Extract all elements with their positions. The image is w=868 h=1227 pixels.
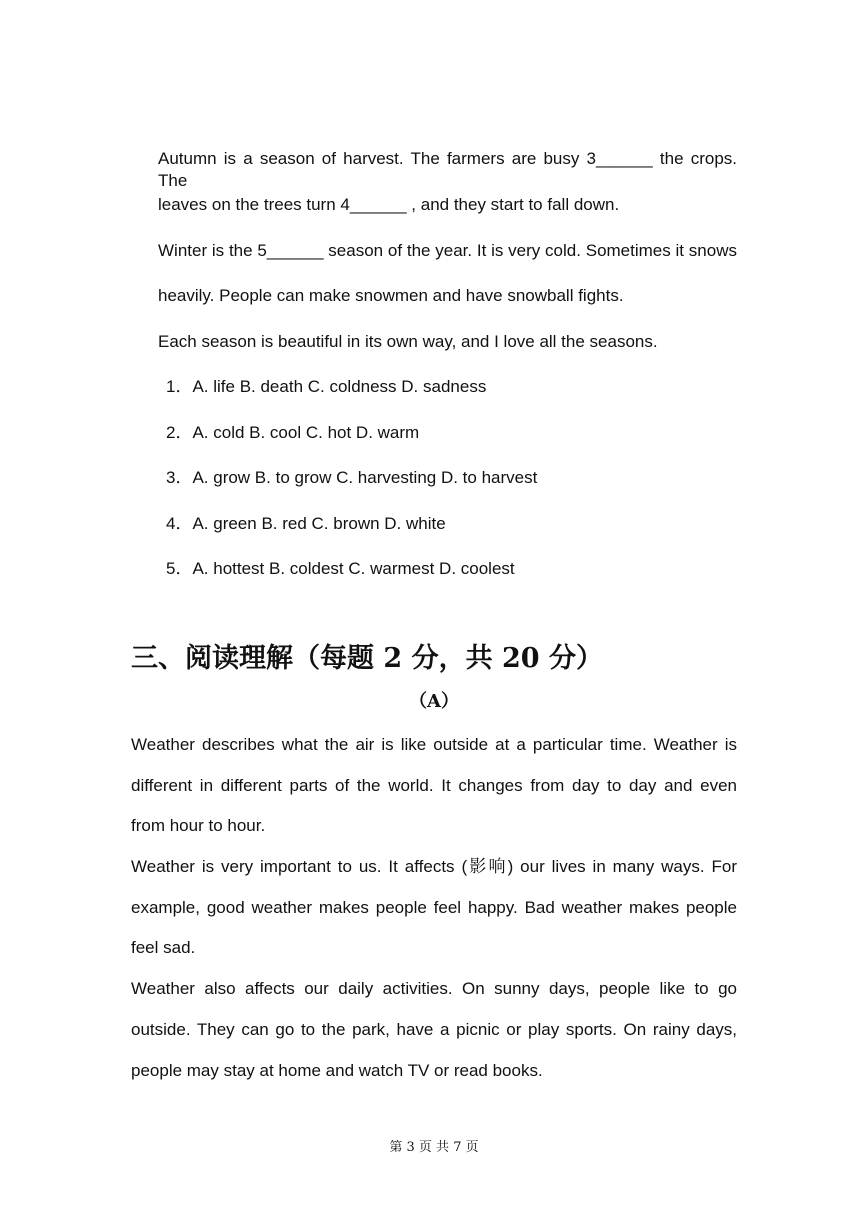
reading-line: Weather also affects our daily activities. On sunny days, people like to go: [131, 979, 737, 998]
passage-line: Winter is the 5______ season of the year. It is very cold. Sometimes it snows: [158, 241, 737, 260]
option-item: 2．A. cold B. cool C. hot D. warm: [166, 423, 420, 442]
passage-line: leaves on the trees turn 4______ , and they start to fall down.: [158, 195, 620, 214]
reading-line: from hour to hour.: [131, 816, 266, 835]
option-item: 4．A. green B. red C. brown D. white: [166, 514, 446, 533]
reading-line: people may stay at home and watch TV or read books.: [131, 1061, 543, 1080]
section-subtitle: （A）: [409, 691, 459, 712]
reading-line: feel sad.: [131, 938, 196, 957]
page-number: 第 3 页 共 7 页: [389, 1140, 479, 1155]
reading-line: Weather is very important to us. It affects (影响) our lives in many ways. For: [131, 857, 737, 876]
reading-line: example, good weather makes people feel happy. Bad weather makes people: [131, 898, 737, 917]
option-item: 3．A. grow B. to grow C. harvesting D. to harvest: [166, 468, 538, 487]
passage-line: Each season is beautiful in its own way, and I love all the seasons.: [158, 332, 658, 351]
option-item: 5．A. hottest B. coldest C. warmest D. coolest: [166, 559, 515, 578]
reading-line: different in different parts of the world. It changes from day to day and even: [131, 776, 737, 795]
reading-line: Weather describes what the air is like outside at a particular time. Weather is: [131, 735, 737, 754]
passage-line: heavily. People can make snowmen and have snowball fights.: [158, 286, 624, 305]
section-title: 三、阅读理解（每题 2 分，共 20 分）: [131, 643, 603, 674]
reading-line: outside. They can go to the park, have a picnic or play sports. On rainy days,: [131, 1020, 737, 1039]
option-item: 1．A. life B. death C. coldness D. sadness: [166, 377, 487, 396]
passage-line: Autumn is a season of harvest. The farmers are busy 3______ the crops. The: [158, 149, 737, 190]
